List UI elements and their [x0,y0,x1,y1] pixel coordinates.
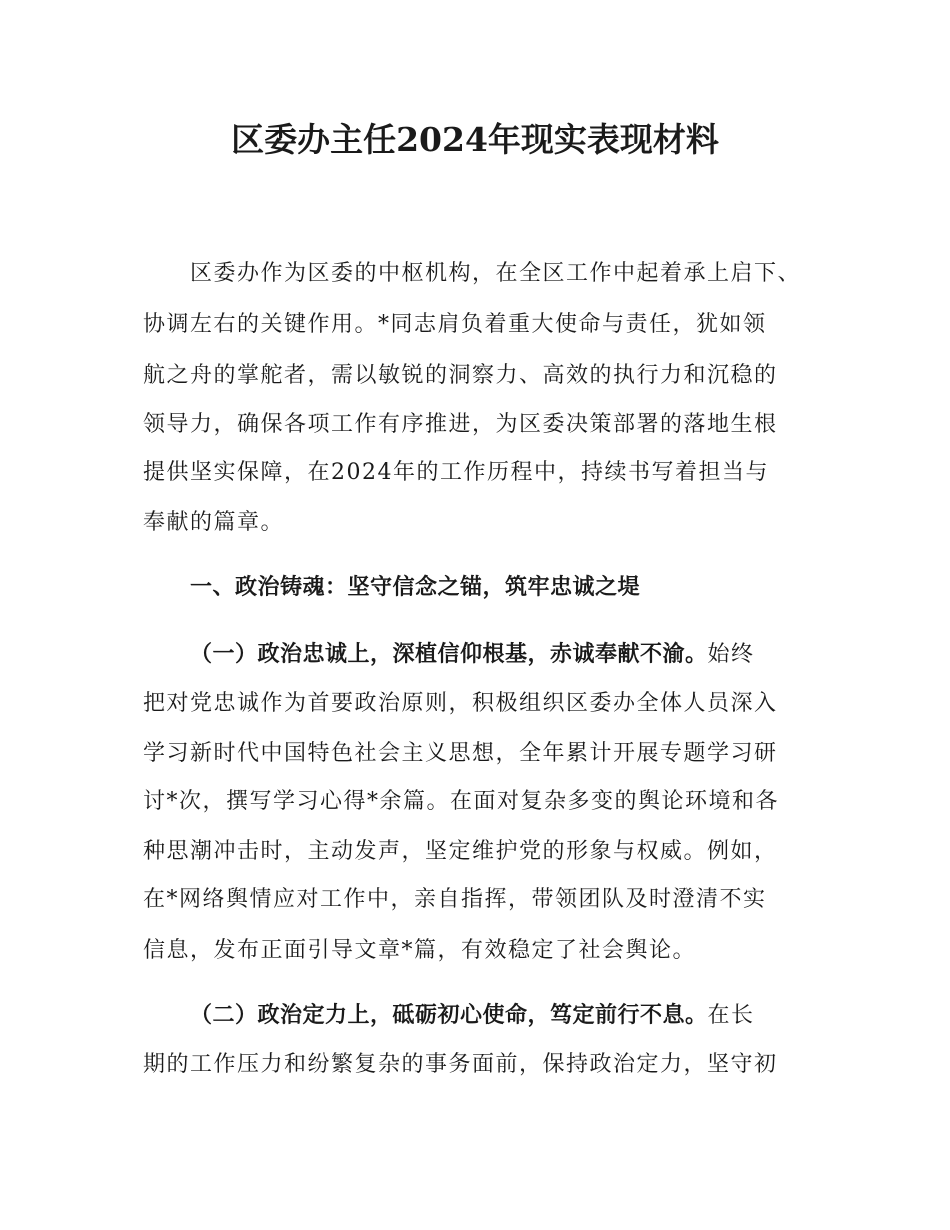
subsection-first-line [190,998,755,1034]
body-line: 期的工作压力和纷繁复杂的事务面前，保持政治定力，坚守初 [143,1052,778,1077]
subsection-lead-tail: 在长 [707,1003,755,1028]
intro-line: 领导力，确保各项工作有序推进，为区委决策部署的落地生根 [143,412,778,437]
subsection-lead: （二）政治定力上，砥砺初心使命，笃定前行不息。 [190,1003,708,1028]
body-line: 在*网络舆情应对工作中，亲自指挥，带领团队及时澄清不实 [143,887,767,912]
intro-line: 奉献的篇章。 [143,510,285,535]
page-title: 区委办主任2024年现实表现材料 [231,120,719,159]
body-line: 种思潮冲击时，主动发声，坚定维护党的形象与权威。例如， [143,839,778,864]
intro-line: 航之舟的掌舵者，需以敏锐的洞察力、高效的执行力和沉稳的 [143,363,778,388]
intro-line: 协调左右的关键作用。*同志肩负着重大使命与责任，犹如领 [143,312,767,337]
subsection-first-line [190,637,755,673]
subsection-lead: （一）政治忠诚上，深植信仰根基，赤诚奉献不渝。 [190,642,708,667]
body-line: 讨*次，撰写学习心得*余篇。在面对复杂多变的舆论环境和各 [143,789,780,814]
section-heading: 一、政治铸魂：坚守信念之锚，筑牢忠诚之堤 [190,575,641,600]
body-line: 把对党忠诚作为首要政治原则，积极组织区委办全体人员深入 [143,691,778,716]
body-line: 信息，发布正面引导文章*篇，有效稳定了社会舆论。 [143,938,697,963]
subsection-lead-tail: 始终 [707,642,755,667]
intro-line: 区委办作为区委的中枢机构，在全区工作中起着承上启下、 [190,261,802,286]
body-line: 学习新时代中国特色社会主义思想，全年累计开展专题学习研 [143,741,778,766]
intro-line: 提供坚实保障，在2024年的工作历程中，持续书写着担当与 [143,460,769,485]
